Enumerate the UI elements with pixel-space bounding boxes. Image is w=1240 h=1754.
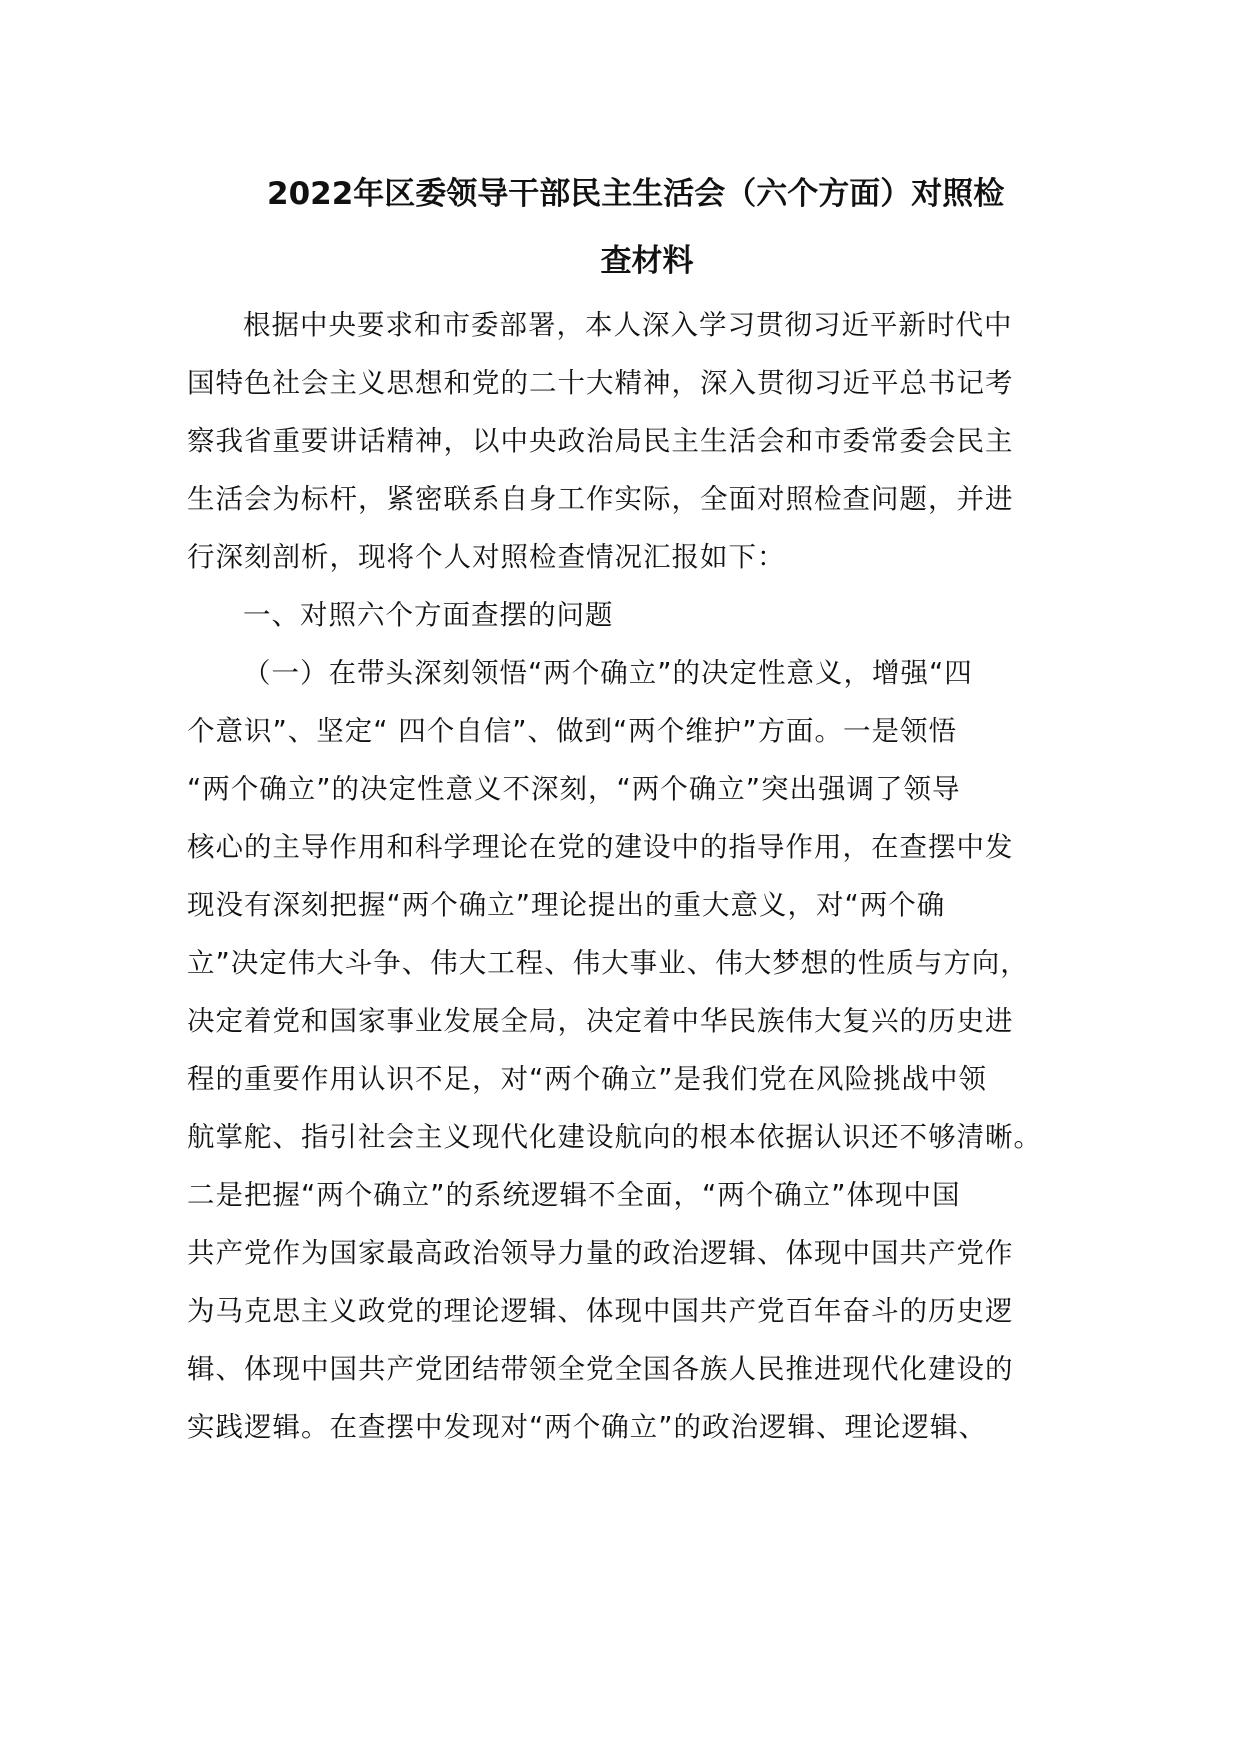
body-text-line: 立”决定伟大斗争、伟大工程、伟大事业、伟大梦想的性质与方向， bbox=[187, 947, 1029, 979]
body-text-line: “两个确立”的决定性意义不深刻，“两个确立”突出强调了领导 bbox=[187, 773, 961, 805]
body-text-line: （一）在带头深刻领悟“两个确立”的决定性意义，增强“四 bbox=[243, 657, 973, 689]
body-text-line: 行深刻剖析，现将个人对照检查情况汇报如下： bbox=[187, 541, 786, 573]
body-text-line: 核心的主导作用和科学理论在党的建设中的指导作用，在查摆中发 bbox=[187, 831, 1014, 863]
body-text-line: 为马克思主义政党的理论逻辑、体现中国共产党百年奋斗的历史逻 bbox=[187, 1295, 1014, 1327]
body-text-line: 生活会为标杆，紧密联系自身工作实际，全面对照检查问题，并进 bbox=[187, 483, 1014, 515]
body-text-line: 二是把握“两个确立”的系统逻辑不全面，“两个确立”体现中国 bbox=[187, 1179, 961, 1211]
title-line-2: 查材料 bbox=[600, 243, 694, 279]
body-text-line: 共产党作为国家最高政治领导力量的政治逻辑、体现中国共产党作 bbox=[187, 1237, 1014, 1269]
body-text-line: 根据中央要求和市委部署，本人深入学习贯彻习近平新时代中 bbox=[243, 309, 1013, 341]
document-body bbox=[187, 296, 1067, 1456]
title-line-1: 2022年区委领导干部民主生活会（六个方面）对照检 bbox=[267, 176, 1005, 212]
body-text-line: 现没有深刻把握“两个确立”理论提出的重大意义，对“两个确 bbox=[187, 889, 946, 921]
body-text-line: 辑、体现中国共产党团结带领全党全国各族人民推进现代化建设的 bbox=[187, 1353, 1014, 1385]
body-text-line: 一、对照六个方面查摆的问题 bbox=[243, 599, 614, 631]
body-text-line: 察我省重要讲话精神，以中央政治局民主生活会和市委常委会民主 bbox=[187, 425, 1014, 457]
body-text-line: 国特色社会主义思想和党的二十大精神，深入贯彻习近平总书记考 bbox=[187, 367, 1014, 399]
body-text-line: 航掌舵、指引社会主义现代化建设航向的根本依据认识还不够清晰。 bbox=[187, 1121, 1042, 1153]
body-text-line: 个意识”、坚定“ 四个自信”、做到“两个维护”方面。一是领悟 bbox=[187, 715, 957, 747]
body-text-line: 决定着党和国家事业发展全局，决定着中华民族伟大复兴的历史进 bbox=[187, 1005, 1014, 1037]
document-title bbox=[187, 161, 1067, 295]
body-text-line: 程的重要作用认识不足，对“两个确立”是我们党在风险挑战中领 bbox=[187, 1063, 987, 1095]
body-text-line: 实践逻辑。在查摆中发现对“两个确立”的政治逻辑、理论逻辑、 bbox=[187, 1411, 987, 1443]
